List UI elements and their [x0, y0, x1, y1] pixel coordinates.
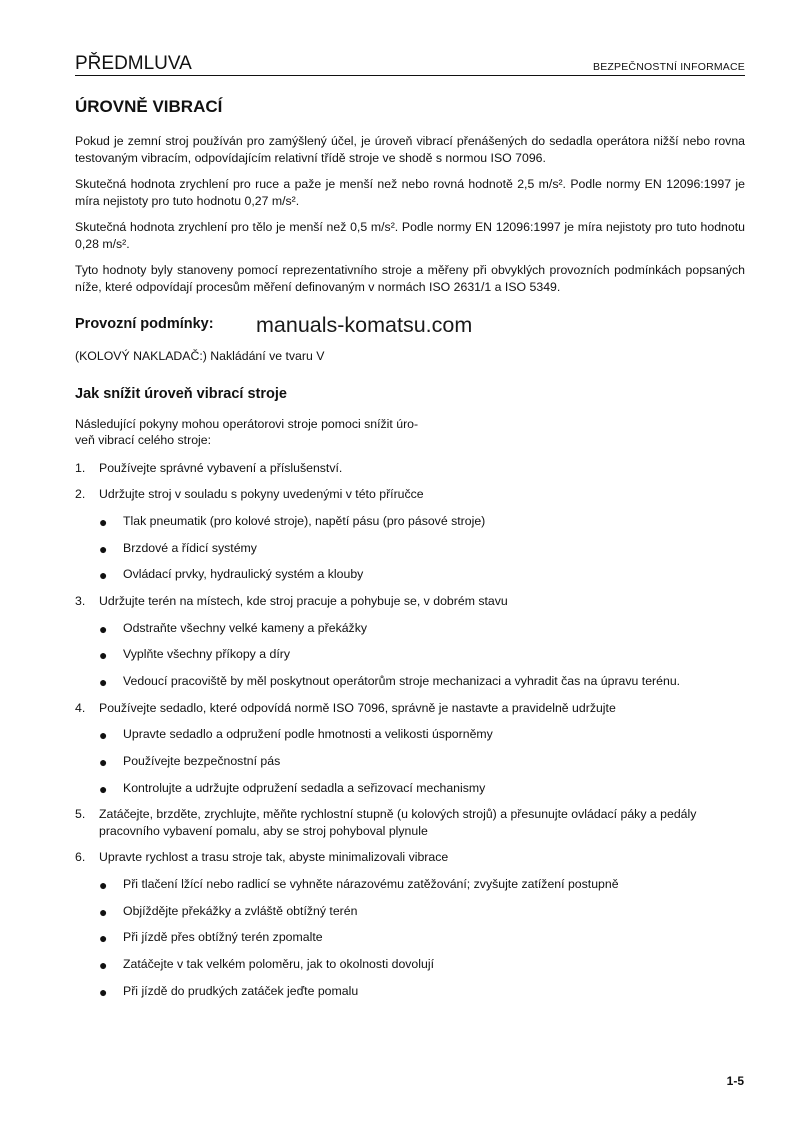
bullet-text: Vyplňte všechny příkopy a díry — [123, 647, 290, 661]
bullet-icon: ● — [99, 781, 108, 797]
header-rule — [75, 75, 745, 76]
item-number: 1. — [75, 461, 86, 475]
bullet-icon: ● — [99, 984, 108, 1000]
item-text: Používejte správné vybavení a příslušenství. — [99, 461, 343, 475]
bullet-icon: ● — [99, 674, 108, 690]
paragraph-3: Skutečná hodnota zrychlení pro tělo je menší než 0,5 m/s². Podle normy EN 12096:1997 je míra nejistoty pro tuto hodnotu 0,28 m/s². — [75, 220, 745, 251]
bullet-text: Upravte sedadlo a odpružení podle hmotnosti a velikosti úsporněmy — [123, 727, 493, 741]
bullet-icon: ● — [99, 514, 108, 530]
bullet-text: Brzdové a řídicí systémy — [123, 541, 257, 555]
bullet-icon: ● — [99, 567, 108, 583]
intro-line-2: veň vibrací celého stroje: — [75, 433, 212, 447]
item-number: 5. — [75, 807, 86, 821]
bullet-text: Ovládací prvky, hydraulický systém a klouby — [123, 567, 364, 581]
bullet-icon: ● — [99, 930, 108, 946]
page-title: ÚROVNĚ VIBRACÍ — [75, 97, 223, 116]
item-number: 4. — [75, 701, 86, 715]
bullet-text: Zatáčejte v tak velkém poloměru, jak to okolnosti dovolují — [123, 957, 434, 971]
operating-conditions-heading: Provozní podmínky: — [75, 316, 214, 332]
bullet-icon: ● — [99, 904, 108, 920]
bullet-text: Používejte bezpečnostní pás — [123, 754, 281, 768]
page-number: 1-5 — [726, 1074, 744, 1088]
bullet-icon: ● — [99, 621, 108, 637]
bullet-text: Odstraňte všechny velké kameny a překážky — [123, 621, 367, 635]
paragraph-2: Skutečná hodnota zrychlení pro ruce a paže je menší než nebo rovná hodnotě 2,5 m/s². Podle normy EN 12096:1997 je míra nejistoty pro tuto hodnotu 0,27 m/s². — [75, 177, 745, 208]
paragraph-1: Pokud je zemní stroj používán pro zamýšlený účel, je úroveň vibrací přenášených do sedadla operátora nižší nebo rovna testovaným vibracím, odpovídajícím relativní třídě stroje ve shodě s normou ISO 7096. — [75, 134, 745, 165]
intro-line-1: Následující pokyny mohou operátorovi stroje pomoci snížit úro- — [75, 417, 419, 431]
bullet-icon: ● — [99, 754, 108, 770]
item-text: Udržujte terén na místech, kde stroj pracuje a pohybuje se, v dobrém stavu — [99, 594, 508, 608]
paragraph-4: Tyto hodnoty byly stanoveny pomocí reprezentativního stroje a měřeny při obvyklých provozních podmínkách popsaných níže, které odpovídají procesům měření definovaným v normách ISO 2631/1 a ISO 5349. — [75, 263, 745, 294]
item-text: Používejte sedadlo, které odpovídá normě ISO 7096, správně je nastavte a pravidelně udržujte — [99, 701, 616, 715]
chapter-title: BEZPEČNOSTNÍ INFORMACE — [593, 61, 745, 73]
bullet-text: Při jízdě do prudkých zatáček jeďte pomalu — [123, 984, 359, 998]
bullet-icon: ● — [99, 647, 108, 663]
section-title: PŘEDMLUVA — [75, 53, 192, 74]
watermark-text: manuals-komatsu.com — [256, 313, 473, 337]
bullet-text: Při jízdě přes obtížný terén zpomalte — [123, 930, 323, 944]
bullet-icon: ● — [99, 957, 108, 973]
bullet-text: Objíždějte překážky a zvláště obtížný terén — [123, 904, 358, 918]
operating-conditions-text: (KOLOVÝ NAKLADAČ:) Nakládání ve tvaru V — [75, 349, 325, 363]
bullet-text: Kontrolujte a udržujte odpružení sedadla a seřizovací mechanismy — [123, 781, 486, 795]
bullet-text: Tlak pneumatik (pro kolové stroje), napětí pásu (pro pásové stroje) — [123, 514, 486, 528]
item-text: Udržujte stroj v souladu s pokyny uvedenými v této příručce — [99, 487, 424, 501]
bullet-text: Vedoucí pracoviště by měl poskytnout operátorům stroje mechanizaci a vyhradit čas na úpravu terénu. — [123, 674, 681, 688]
bullet-icon: ● — [99, 541, 108, 557]
reduce-vibration-heading: Jak snížit úroveň vibrací stroje — [75, 386, 287, 402]
item-number: 6. — [75, 850, 86, 864]
item-text: Upravte rychlost a trasu stroje tak, abyste minimalizovali vibrace — [99, 850, 449, 864]
bullet-icon: ● — [99, 877, 108, 893]
item-text: Zatáčejte, brzděte, zrychlujte, měňte rychlostní stupně (u kolových strojů) a přesunujte ovládací páky a pedály pracovního vybavení pomalu, aby se stroj pohyboval plynule — [99, 807, 697, 838]
bullet-text: Při tlačení lžící nebo radlicí se vyhněte nárazovému zatěžování; zvyšujte zatížení postupně — [123, 877, 619, 891]
item-number: 2. — [75, 487, 86, 501]
item-number: 3. — [75, 594, 86, 608]
bullet-icon: ● — [99, 727, 108, 743]
